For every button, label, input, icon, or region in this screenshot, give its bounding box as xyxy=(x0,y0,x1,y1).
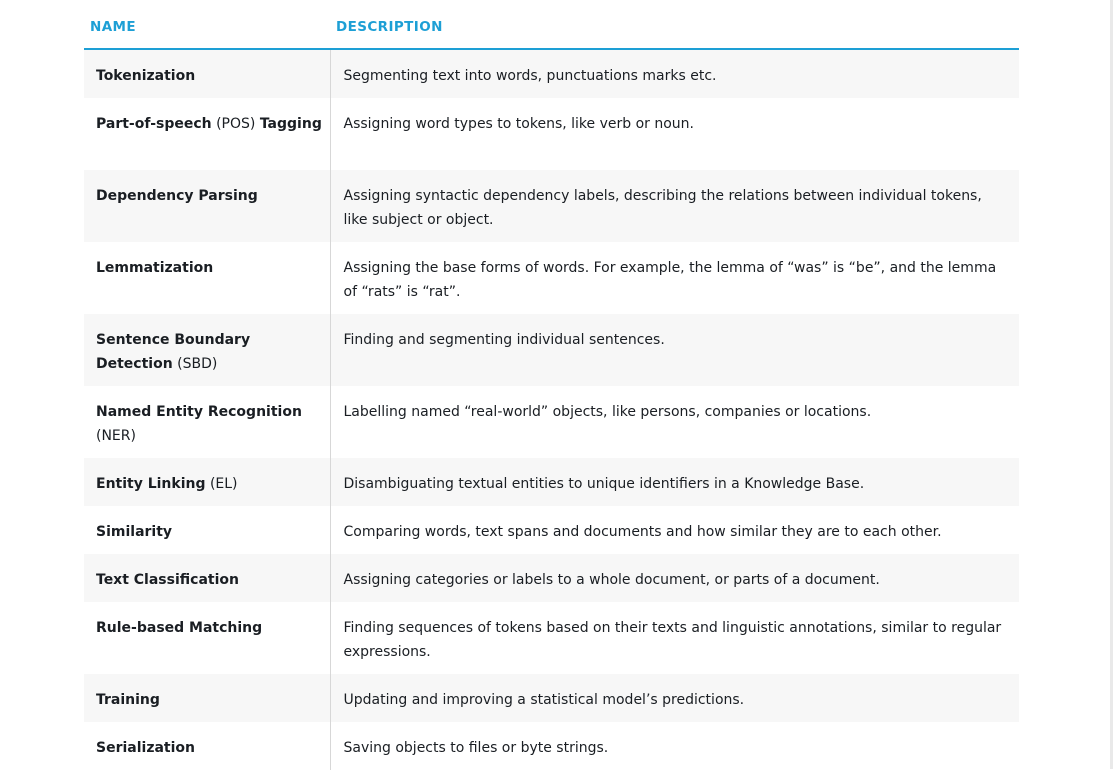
row-name xyxy=(84,49,330,98)
name-term: Serialization xyxy=(96,740,195,756)
table-row xyxy=(84,506,1019,554)
name-term: Rule-based Matching xyxy=(96,620,263,636)
row-description: Finding and segmenting individual sentences. xyxy=(343,332,665,348)
row-description: Comparing words, text spans and documents and how similar they are to each other. xyxy=(343,524,942,540)
name-abbr: (EL) xyxy=(205,476,238,492)
table-row xyxy=(84,49,1019,98)
row-name xyxy=(84,674,330,722)
name-abbr: (POS) xyxy=(211,116,260,132)
table-row xyxy=(84,314,1019,386)
row-description: Labelling named “real-world” objects, like persons, companies or locations. xyxy=(343,404,872,420)
row-description: Assigning syntactic dependency labels, describing the relations between individual tokens, like subject or object. xyxy=(343,188,982,228)
row-description: Assigning categories or labels to a whole document, or parts of a document. xyxy=(343,572,880,588)
name-term: Training xyxy=(96,692,160,708)
row-description: Disambiguating textual entities to unique identifiers in a Knowledge Base. xyxy=(343,476,865,492)
table-row xyxy=(84,242,1019,314)
name-term: Sentence Boundary Detection xyxy=(96,332,251,372)
name-abbr: (NER) xyxy=(96,428,136,444)
row-name xyxy=(84,602,330,674)
name-term-cont: Tagging xyxy=(259,116,322,132)
name-term: Similarity xyxy=(96,524,173,540)
row-description: Assigning word types to tokens, like verb or noun. xyxy=(343,116,694,132)
name-abbr: (SBD) xyxy=(172,356,218,372)
row-description: Segmenting text into words, punctuations marks etc. xyxy=(343,68,717,84)
table-row xyxy=(84,722,1019,770)
row-name xyxy=(84,170,330,242)
row-name xyxy=(84,314,330,386)
row-description: Saving objects to files or byte strings. xyxy=(343,740,609,756)
header-description: DESCRIPTION xyxy=(330,0,1019,49)
name-term: Text Classification xyxy=(96,572,239,588)
table-row xyxy=(84,386,1019,458)
row-name xyxy=(84,722,330,770)
row-description: Finding sequences of tokens based on their texts and linguistic annotations, similar to regular expressions. xyxy=(343,620,1002,660)
row-name xyxy=(84,554,330,602)
name-term: Tokenization xyxy=(96,68,196,84)
table-row xyxy=(84,602,1019,674)
row-name xyxy=(84,386,330,458)
table-row xyxy=(84,170,1019,242)
name-term: Named Entity Recognition xyxy=(96,404,302,420)
name-term: Dependency Parsing xyxy=(96,188,258,204)
row-name xyxy=(84,458,330,506)
row-name xyxy=(84,242,330,314)
table-row xyxy=(84,458,1019,506)
row-name xyxy=(84,506,330,554)
name-term: Part-of-speech xyxy=(96,116,212,132)
row-name xyxy=(84,98,330,170)
name-term: Lemmatization xyxy=(96,260,214,276)
table-row xyxy=(84,674,1019,722)
features-table xyxy=(84,0,1019,770)
table-row xyxy=(84,98,1019,170)
name-term: Entity Linking xyxy=(96,476,206,492)
table-row xyxy=(84,554,1019,602)
table-header xyxy=(84,0,1019,49)
row-description: Updating and improving a statistical model’s predictions. xyxy=(343,692,745,708)
header-name: NAME xyxy=(84,0,330,49)
row-description: Assigning the base forms of words. For example, the lemma of “was” is “be”, and the lemma of “rats” is “rat”. xyxy=(343,260,997,300)
